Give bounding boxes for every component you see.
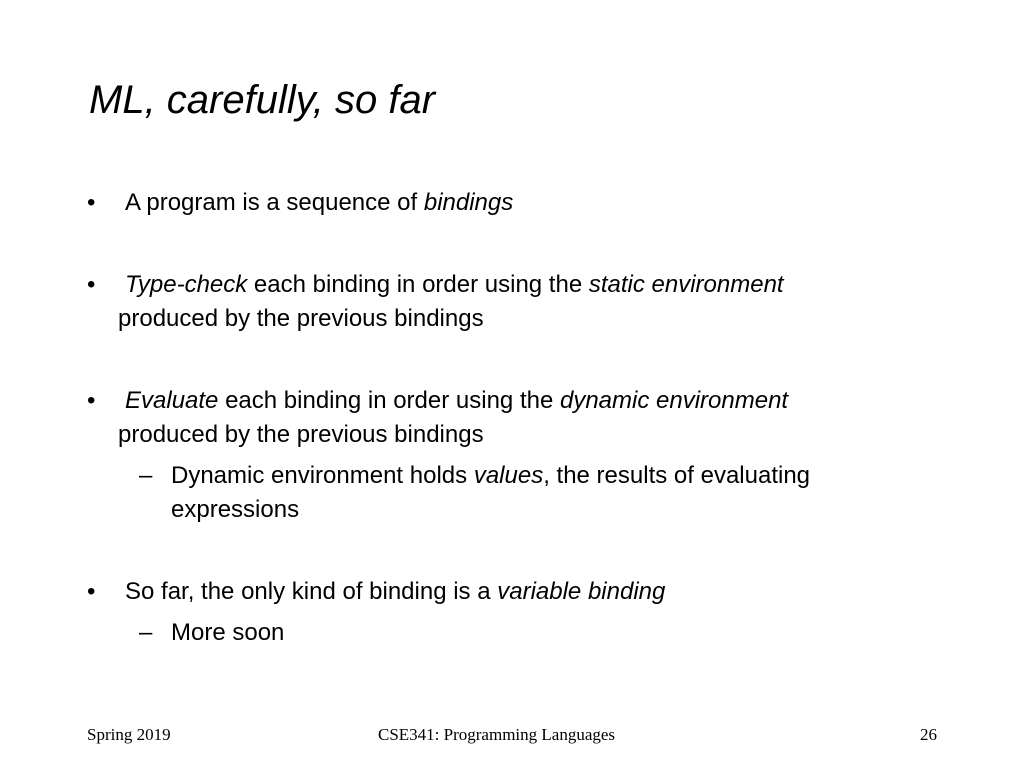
bullet-text: each binding in order using the	[218, 387, 560, 414]
bullet-icon: •	[87, 189, 96, 216]
dash-icon: –	[139, 462, 153, 489]
bullet-text: So far, the only kind of binding is a	[125, 578, 498, 605]
sub-bullet-more-soon	[139, 616, 971, 650]
dash-icon: –	[139, 619, 153, 646]
sub-bullet-text: , the results of evaluating expressions	[171, 462, 811, 523]
sub-bullet-dynamic-environment	[139, 459, 941, 527]
bullet-emphasis: Evaluate	[125, 387, 219, 414]
footer-page-number: 26	[920, 725, 937, 744]
bullet-emphasis: bindings	[423, 189, 514, 216]
slide-title: ML, carefully, so far	[89, 78, 436, 122]
bullet-type-check	[87, 268, 945, 336]
bullet-text: each binding in order using the	[247, 271, 589, 298]
bullet-emphasis: dynamic environment	[559, 387, 789, 414]
sub-bullet-text: Dynamic environment holds	[171, 462, 474, 489]
bullet-text: produced by the previous bindings	[118, 305, 484, 332]
bullet-emphasis: variable binding	[497, 578, 666, 605]
bullet-evaluate	[87, 384, 945, 452]
bullet-emphasis: static environment	[588, 271, 784, 298]
bullet-variable-binding	[87, 575, 945, 609]
bullet-program-bindings	[87, 186, 945, 220]
footer-term: Spring 2019	[87, 725, 171, 744]
bullet-emphasis: Type-check	[125, 271, 248, 298]
bullet-text: produced by the previous bindings	[118, 421, 484, 448]
footer-course: CSE341: Programming Languages	[378, 725, 616, 744]
bullet-icon: •	[87, 271, 96, 298]
sub-bullet-emphasis: values	[473, 462, 544, 489]
bullet-icon: •	[87, 387, 96, 414]
bullet-icon: •	[87, 578, 96, 605]
sub-bullet-text: More soon	[171, 619, 285, 646]
bullet-text: A program is a sequence of	[125, 189, 424, 216]
